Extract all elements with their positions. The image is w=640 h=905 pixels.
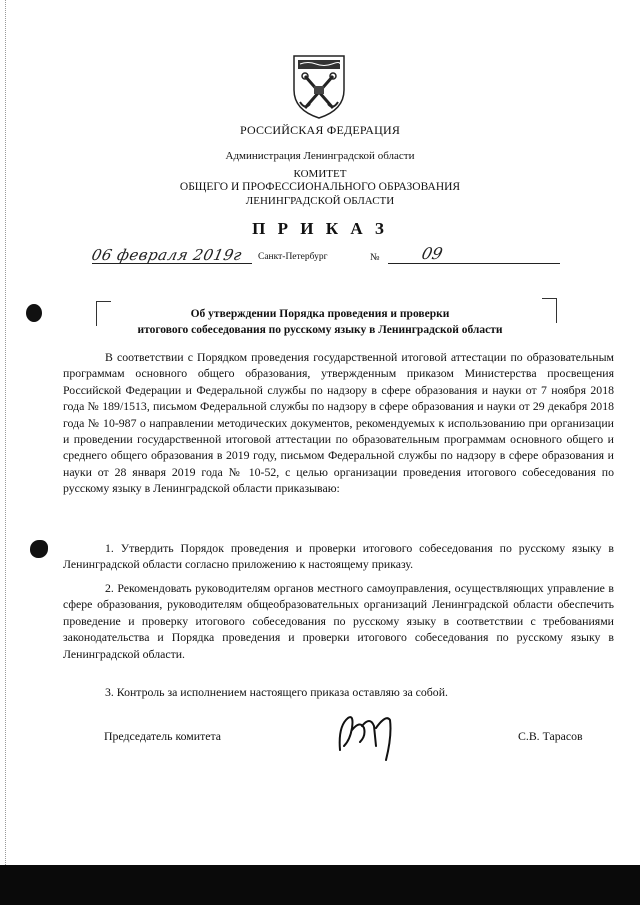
city: Санкт-Петербург <box>258 252 328 262</box>
date-underline <box>92 263 252 264</box>
number-underline <box>388 263 560 264</box>
document-type: П Р И К А З <box>252 219 388 238</box>
header-country: РОССИЙСКАЯ ФЕДЕРАЦИЯ <box>239 123 401 137</box>
handwritten-signature <box>330 706 400 764</box>
header-committee-name-line2: ЛЕНИНГРАДСКОЙ ОБЛАСТИ <box>245 195 395 207</box>
coat-of-arms-icon <box>290 52 348 120</box>
number-handwritten: 09 <box>419 244 445 263</box>
paragraph-item-1: 1. Утвердить Порядок проведения и проверки итогового собеседования по русскому языку в Ленинградской области согласно приложению к настоящему приказу. <box>63 541 614 572</box>
title-line-1: Об утверждении Порядка проведения и проверки <box>190 308 450 320</box>
scan-bottom-border <box>0 865 640 905</box>
punch-hole-mark <box>30 540 48 558</box>
header-committee-name-line1: ОБЩЕГО И ПРОФЕССИОНАЛЬНОГО ОБРАЗОВАНИЯ <box>179 181 461 193</box>
date-handwritten: 06 февраля 2019г <box>90 246 244 264</box>
header-administration: Администрация Ленинградской области <box>225 150 415 162</box>
punch-hole-mark <box>26 304 42 322</box>
number-label: № <box>370 252 380 263</box>
signatory-name: С.В. Тарасов <box>518 729 583 743</box>
dateline <box>92 246 562 268</box>
paragraph-item-2: 2. Рекомендовать руководителям органов местного самоуправления, осуществляющих управление в сфере образования, руководителям общеобразовательных организаций Ленинградской области обеспечить проведение и проверку итогового собеседования по русскому языку в соответствии с требованиями законодательства и Порядка проведения и проверки итогового собеседования по русскому языку в Ленинградской области. <box>63 581 614 661</box>
signatory-position: Председатель комитета <box>104 729 222 743</box>
header-committee-label: КОМИТЕТ <box>293 168 347 180</box>
paragraph-preamble: В соответствии с Порядком проведения государственной итоговой аттестации по образовательным программам основного общего образования, утвержденным приказом Министерства просвещения Российской Федерации и Федеральной службы по надзору в сфере образования и науки от 7 ноября 2018 года № 189/1513, письмом Федеральной службы по надзору в сфере образования и науки от 29 декабря 2018 года № 10-987 о направлении методических документов, рекомендуемых к использованию при организации и проведении государственной итоговой аттестации по образовательным программам основного общего и среднего общего образования в 2019 году, письмом Федеральной службы по надзору в сфере образования и науки от 28 января 2019 года № 10-52, с целью организации проведения итогового собеседования по русскому языку в Ленинградской области приказываю: <box>63 350 614 496</box>
paragraph-item-3: 3. Контроль за исполнением настоящего приказа оставляю за собой. <box>105 685 448 699</box>
title-line-2: итогового собеседования по русскому языку в Ленинградской области <box>137 324 503 336</box>
